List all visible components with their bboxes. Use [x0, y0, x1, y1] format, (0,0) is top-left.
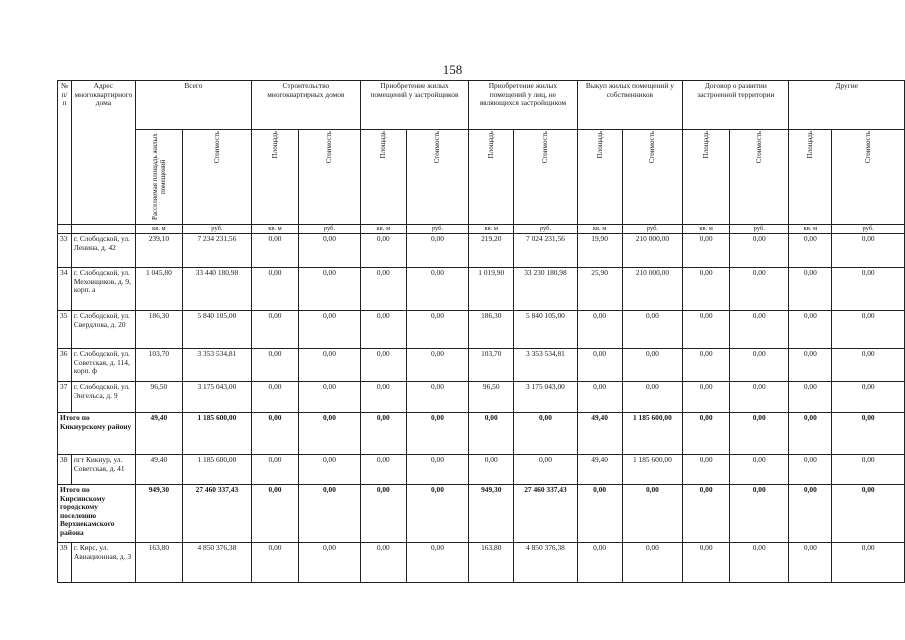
cell-value: 0,00: [730, 268, 789, 311]
cell-value: 1 185 600,00: [182, 413, 251, 455]
units-blank: [58, 225, 72, 234]
cell-value: 163,80: [469, 543, 514, 583]
cell-value: 0,00: [577, 311, 622, 349]
cell-value: 0,00: [832, 311, 905, 349]
cell-value: 0,00: [360, 413, 406, 455]
cell-value: 0,00: [832, 485, 905, 543]
cell-value: 0,00: [683, 485, 730, 543]
cell-value: 7 234 231,56: [182, 234, 251, 268]
subheader-cost: Стоимость: [622, 130, 683, 225]
unit-label: руб.: [514, 225, 577, 234]
subtotal-label: Итого по Кикнурскому району: [58, 413, 136, 455]
cell-value: 49,40: [135, 455, 182, 485]
cell-value: 0,00: [730, 413, 789, 455]
subheader-cost: Стоимость: [730, 130, 789, 225]
subheader-area: Площадь: [577, 130, 622, 225]
cell-value: 0,00: [832, 382, 905, 413]
unit-label: руб.: [182, 225, 251, 234]
unit-label: кв. м: [789, 225, 832, 234]
cell-value: 0,00: [832, 268, 905, 311]
table-row: [58, 543, 905, 583]
cell-value: 0,00: [683, 349, 730, 382]
cell-value: 0,00: [299, 268, 361, 311]
cell-value: 96,50: [135, 382, 182, 413]
header-construction: Строительство многоквартирных домов: [251, 81, 360, 130]
cell-value: 1 185 600,00: [182, 455, 251, 485]
row-address: пгт Кикнур, ул. Советская, д. 41: [71, 455, 135, 485]
header-purchase-developers: Приобретение жилых помещений у застройщиков: [360, 81, 468, 130]
unit-label: кв. м: [683, 225, 730, 234]
page-number: 158: [442, 62, 463, 77]
cell-value: 0,00: [299, 382, 361, 413]
subheader-area: Площадь: [789, 130, 832, 225]
cell-value: 186,30: [135, 311, 182, 349]
cell-value: 0,00: [789, 311, 832, 349]
cell-value: 0,00: [730, 349, 789, 382]
cell-value: 3 175 043,00: [182, 382, 251, 413]
cell-value: 19,90: [577, 234, 622, 268]
cell-value: 25,90: [577, 268, 622, 311]
cell-value: 1 185 600,00: [622, 413, 683, 455]
header-total: Всего: [135, 81, 251, 130]
header-purchase-non-developers: Приобретение жилых помещений у лиц, не являющихся застройщиком: [469, 81, 577, 130]
unit-label: руб.: [406, 225, 468, 234]
cell-value: 0,00: [789, 455, 832, 485]
cell-value: 0,00: [360, 543, 406, 583]
cell-value: 27 460 337,43: [514, 485, 577, 543]
cell-value: 49,40: [577, 413, 622, 455]
cell-value: 0,00: [251, 543, 298, 583]
row-number: 37: [58, 382, 72, 413]
subheader-cost: Стоимость: [832, 130, 905, 225]
cell-value: 0,00: [406, 382, 468, 413]
subheader-cost: Стоимость: [406, 130, 468, 225]
unit-label: руб.: [299, 225, 361, 234]
subtotal-row: [58, 485, 905, 543]
subheader-area: Площадь: [360, 130, 406, 225]
cell-value: 0,00: [299, 349, 361, 382]
cell-value: 0,00: [730, 455, 789, 485]
cell-value: 5 840 105,00: [514, 311, 577, 349]
cell-value: 0,00: [789, 382, 832, 413]
cell-value: 0,00: [577, 382, 622, 413]
subheader-cost: Стоимость: [182, 130, 251, 225]
units-row: [58, 225, 905, 234]
cell-value: 0,00: [683, 413, 730, 455]
row-address: г. Слободской, ул. Ленина, д. 42: [71, 234, 135, 268]
cell-value: 103,70: [135, 349, 182, 382]
cell-value: 0,00: [406, 268, 468, 311]
cell-value: 0,00: [789, 543, 832, 583]
row-number: 38: [58, 455, 72, 485]
cell-value: 0,00: [360, 485, 406, 543]
cell-value: 0,00: [683, 311, 730, 349]
table-row: [58, 349, 905, 382]
row-number: 35: [58, 311, 72, 349]
table-row: [58, 234, 905, 268]
cell-value: 3 353 534,81: [182, 349, 251, 382]
subheader-area: Площадь: [251, 130, 298, 225]
cell-value: 1 019,90: [469, 268, 514, 311]
units-blank: [71, 225, 135, 234]
cell-value: 7 024 231,56: [514, 234, 577, 268]
cell-value: 4 850 376,38: [182, 543, 251, 583]
cell-value: 0,00: [251, 413, 298, 455]
row-number: 39: [58, 543, 72, 583]
cell-value: 239,10: [135, 234, 182, 268]
cell-value: 949,30: [135, 485, 182, 543]
cell-value: 0,00: [832, 349, 905, 382]
row-address: г. Кирс, ул. Авиационная, д. 3: [71, 543, 135, 583]
cell-value: 0,00: [789, 413, 832, 455]
cell-value: 103,70: [469, 349, 514, 382]
cell-value: 0,00: [832, 455, 905, 485]
cell-value: 0,00: [577, 543, 622, 583]
cell-value: 0,00: [406, 234, 468, 268]
header-buyout: Выкуп жилых помещений у собственников: [577, 81, 683, 130]
subtotal-row: [58, 413, 905, 455]
cell-value: 219,20: [469, 234, 514, 268]
cell-value: 33 440 180,98: [182, 268, 251, 311]
cell-value: 33 230 180,98: [514, 268, 577, 311]
cell-value: 0,00: [406, 349, 468, 382]
unit-label: руб.: [730, 225, 789, 234]
cell-value: 0,00: [251, 234, 298, 268]
cell-value: 0,00: [683, 268, 730, 311]
unit-label: кв. м: [469, 225, 514, 234]
unit-label: кв. м: [135, 225, 182, 234]
cell-value: 0,00: [832, 234, 905, 268]
cell-value: 27 460 337,43: [182, 485, 251, 543]
cell-value: 186,30: [469, 311, 514, 349]
cell-value: 0,00: [789, 234, 832, 268]
cell-value: 163,80: [135, 543, 182, 583]
cell-value: 0,00: [514, 413, 577, 455]
cell-value: 210 000,00: [622, 268, 683, 311]
cell-value: 0,00: [730, 311, 789, 349]
cell-value: 0,00: [299, 455, 361, 485]
cell-value: 0,00: [789, 268, 832, 311]
cell-value: 0,00: [789, 349, 832, 382]
row-address: г. Слободской, ул. Энгельса, д. 9: [71, 382, 135, 413]
cell-value: 0,00: [469, 455, 514, 485]
subtotal-label: Итого по Кирсинскому городскому поселению Верхнекамского района: [58, 485, 136, 543]
cell-value: 0,00: [251, 455, 298, 485]
table-body: [58, 234, 905, 583]
cell-value: 0,00: [251, 311, 298, 349]
cell-value: 0,00: [683, 382, 730, 413]
cell-value: 0,00: [683, 455, 730, 485]
unit-label: кв. м: [577, 225, 622, 234]
cell-value: 0,00: [683, 543, 730, 583]
cell-value: 5 840 105,00: [182, 311, 251, 349]
cell-value: 0,00: [299, 543, 361, 583]
row-address: г. Слободской, ул. Советская, д. 114, корп. ф: [71, 349, 135, 382]
unit-label: кв. м: [360, 225, 406, 234]
housing-resettlement-table: [57, 80, 905, 583]
cell-value: 49,40: [577, 455, 622, 485]
unit-label: кв. м: [251, 225, 298, 234]
cell-value: 0,00: [251, 485, 298, 543]
cell-value: 0,00: [406, 485, 468, 543]
cell-value: 0,00: [299, 234, 361, 268]
cell-value: 0,00: [730, 382, 789, 413]
cell-value: 0,00: [406, 543, 468, 583]
cell-value: 0,00: [299, 485, 361, 543]
cell-value: 0,00: [622, 349, 683, 382]
cell-value: 3 353 534,81: [514, 349, 577, 382]
cell-value: 0,00: [406, 311, 468, 349]
cell-value: 0,00: [683, 234, 730, 268]
table-row: [58, 268, 905, 311]
subheader-cost: Стоимость: [514, 130, 577, 225]
cell-value: 0,00: [299, 311, 361, 349]
cell-value: 0,00: [789, 485, 832, 543]
cell-value: 949,30: [469, 485, 514, 543]
cell-value: 210 000,00: [622, 234, 683, 268]
cell-value: 4 850 376,38: [514, 543, 577, 583]
cell-value: 0,00: [251, 382, 298, 413]
cell-value: 3 175 043,00: [514, 382, 577, 413]
cell-value: 0,00: [360, 349, 406, 382]
cell-value: 0,00: [360, 382, 406, 413]
subheader-area: Площадь: [469, 130, 514, 225]
table-row: [58, 382, 905, 413]
cell-value: 0,00: [360, 455, 406, 485]
unit-label: руб.: [832, 225, 905, 234]
cell-value: 0,00: [469, 413, 514, 455]
subheader-area: Площадь: [683, 130, 730, 225]
cell-value: 0,00: [251, 268, 298, 311]
cell-value: 0,00: [251, 349, 298, 382]
cell-value: 49,40: [135, 413, 182, 455]
header-num: № п/п: [58, 81, 72, 225]
cell-value: 0,00: [360, 311, 406, 349]
cell-value: 0,00: [360, 268, 406, 311]
cell-value: 0,00: [622, 485, 683, 543]
row-address: г. Слободской, ул. Меховщиков, д. 9, корп. а: [71, 268, 135, 311]
cell-value: 1 045,80: [135, 268, 182, 311]
cell-value: 0,00: [577, 485, 622, 543]
cell-value: 0,00: [832, 413, 905, 455]
table-row: [58, 311, 905, 349]
table-row: [58, 455, 905, 485]
cell-value: 0,00: [622, 382, 683, 413]
header-address: Адрес многоквартирного дома: [71, 81, 135, 225]
subheader-resettled-area: Расселяемая площадь жилых помещений: [135, 130, 182, 225]
cell-value: 0,00: [730, 485, 789, 543]
header-other: Другие: [789, 81, 905, 130]
row-address: г. Слободской, ул. Свердлова, д. 20: [71, 311, 135, 349]
cell-value: 0,00: [730, 234, 789, 268]
row-number: 36: [58, 349, 72, 382]
cell-value: 0,00: [299, 413, 361, 455]
row-number: 34: [58, 268, 72, 311]
cell-value: 0,00: [406, 455, 468, 485]
cell-value: 0,00: [622, 311, 683, 349]
header-development-contract: Договор о развитии застроенной территории: [683, 81, 789, 130]
cell-value: 0,00: [832, 543, 905, 583]
row-number: 33: [58, 234, 72, 268]
cell-value: 0,00: [406, 413, 468, 455]
cell-value: 0,00: [730, 543, 789, 583]
cell-value: 0,00: [622, 543, 683, 583]
cell-value: 0,00: [360, 234, 406, 268]
cell-value: 0,00: [514, 455, 577, 485]
unit-label: руб.: [622, 225, 683, 234]
cell-value: 96,50: [469, 382, 514, 413]
cell-value: 1 185 600,00: [622, 455, 683, 485]
subheader-cost: Стоимость: [299, 130, 361, 225]
cell-value: 0,00: [577, 349, 622, 382]
